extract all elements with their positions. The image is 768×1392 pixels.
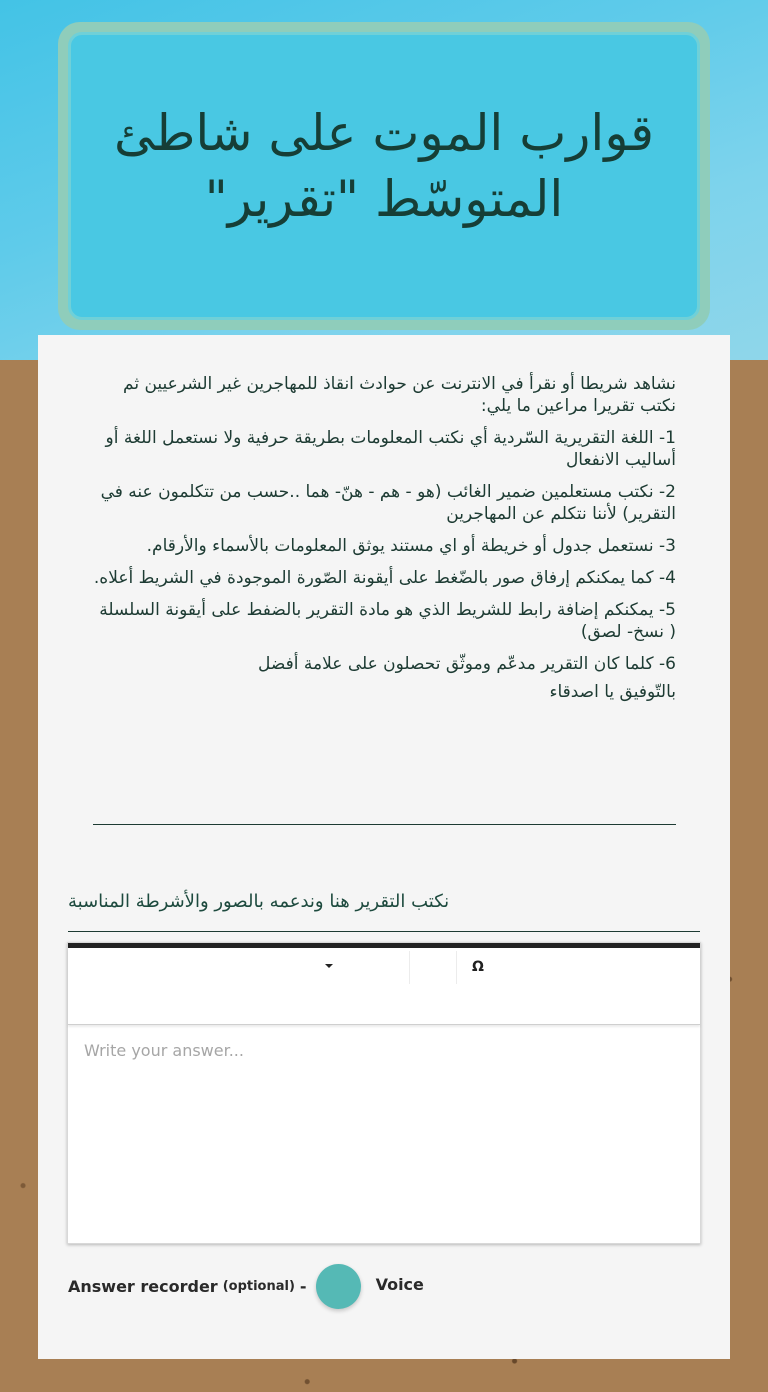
instruction-closing: بالتّوفيق يا اصدقاء xyxy=(549,682,676,702)
instruction-item-4: 4- كما يمكنكم إرفاق صور بالضّغط على أيقونة الصّورة الموجودة في الشريط أعلاه. xyxy=(93,568,676,588)
caret-down-icon xyxy=(325,964,333,968)
instruction-intro: نشاهد شريطا أو نقرأ في الانترنت عن حوادث انقاذ للمهاجرين غير الشرعيين ثم نكتب تقريرا مراعين ما يلي: xyxy=(123,374,676,416)
page-title: قوارب الموت على شاطئ المتوسّط "تقرير" xyxy=(113,104,655,228)
recorder-dash: - xyxy=(299,1276,307,1296)
answer-recorder xyxy=(68,1263,424,1309)
question-card xyxy=(38,335,730,1359)
question-prompt xyxy=(68,887,700,917)
instruction-item-1: 1- اللغة التقريرية السّردية أي نكتب المعلومات بطريقة حرفية ولا نستعمل اللغة أو أساليب الانفعال xyxy=(105,428,676,470)
rich-text-editor xyxy=(67,942,701,1244)
special-character-button[interactable]: Ω xyxy=(472,959,484,975)
instructions xyxy=(93,373,676,713)
answer-input[interactable] xyxy=(68,1025,700,1243)
question-prompt-text: نكتب التقرير هنا وندعمه بالصور والأشرطة المناسبة xyxy=(68,891,450,912)
recorder-optional-label: (optional) xyxy=(222,1278,295,1294)
editor-toolbar xyxy=(68,948,700,1025)
toolbar-separator xyxy=(409,951,410,984)
format-dropdown[interactable] xyxy=(68,948,409,984)
title-banner-inner xyxy=(68,32,700,320)
recorder-label: Answer recorder xyxy=(68,1276,218,1296)
instruction-item-6: 6- كلما كان التقرير مدعّم وموثّق تحصلون على علامة أفضل xyxy=(258,654,676,674)
instruction-item-2: 2- نكتب مستعلمين ضمير الغائب (هو - هم - هنّ- هما ..حسب من تتكلمون عنه في التقرير) لأننا نتكلم عن المهاجرين xyxy=(100,482,676,524)
instruction-item-5: 5- يمكنكم إضافة رابط للشريط الذي هو مادة التقرير بالضفط على أيقونة السلسلة ( نسخ- لصق) xyxy=(99,600,676,642)
voice-record-button[interactable] xyxy=(316,1264,361,1309)
voice-label: Voice xyxy=(375,1274,424,1294)
title-banner xyxy=(58,22,710,330)
instruction-item-3: 3- نستعمل جدول أو خريطة أو اي مستند يوثق المعلومات بالأسماء والأرقام. xyxy=(146,536,676,556)
instructions-divider xyxy=(93,824,676,825)
toolbar-separator xyxy=(456,951,457,984)
question-divider xyxy=(68,931,700,932)
